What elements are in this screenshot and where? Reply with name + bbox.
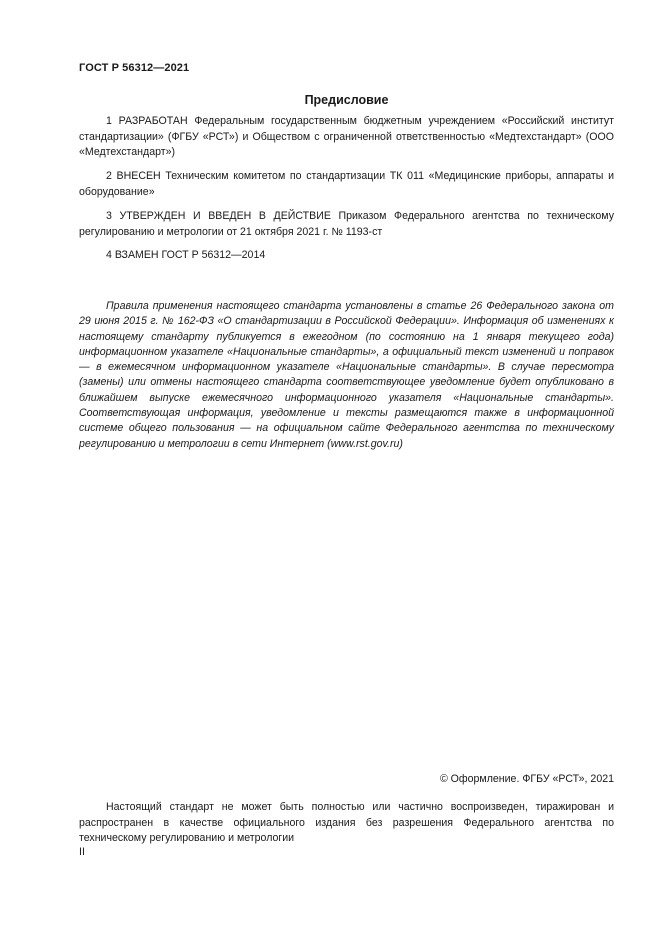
reproduction-restriction-text: Настоящий стандарт не может быть полностью или частично воспроизведен, тиражирован и распространен в качестве официального издания без разрешения Федерального агентства по техническому регулированию и метрологии — [79, 801, 614, 844]
page-number: II — [79, 846, 85, 858]
preface-item-introduced: 2 ВНЕСЕН Техническим комитетом по стандартизации ТК 011 «Медицинские приборы, аппараты и оборудование» — [79, 170, 614, 198]
preface-item-approved: 3 УТВЕРЖДЕН И ВВЕДЕН В ДЕЙСТВИЕ Приказом Федерального агентства по техническому регулированию и метрологии от 21 октября 2021 г. № 1193-ст — [79, 210, 614, 238]
preface-item-replaces: 4 ВЗАМЕН ГОСТ Р 56312—2014 — [106, 249, 266, 261]
preface-item-developed: 1 РАЗРАБОТАН Федеральным государственным бюджетным учреждением «Российский институт стандартизации» (ФГБУ «РСТ») и Обществом с ограниченной ответственностью «Медтехстандарт» (ООО «Медтехстандарт») — [79, 115, 614, 158]
copyright-line: © Оформление. ФГБУ «РСТ», 2021 — [439, 773, 614, 785]
preface-title: Предисловие — [304, 93, 389, 107]
document-id-header: ГОСТ Р 56312—2021 — [79, 62, 190, 74]
application-rules-notice: Правила применения настоящего стандарта установлены в статье 26 Федерального закона от 29 июня 2015 г. № 162-ФЗ «О стандартизации в Российской Федерации». Информация об изменениях к настоящему стандарту публикуется в ежегодном (по состоянию на 1 января текущего года) информационном указателе «Национальные стандарты», а официальный текст изменений и поправок — в ежемесячном информационном указателе «Национальные стандарты». В случае пересмотра (замены) или отмены настоящего стандарта соответствующее уведомление будет опубликовано в ближайшем выпуске ежемесячного информационного указателя «Национальные стандарты». Соответствующая информация, уведомление и тексты размещаются также в информационной системе общего пользования — на официальном сайте Федерального агентства по техническому регулированию и метрологии в сети Интернет (www.rst.gov.ru) — [79, 300, 614, 450]
